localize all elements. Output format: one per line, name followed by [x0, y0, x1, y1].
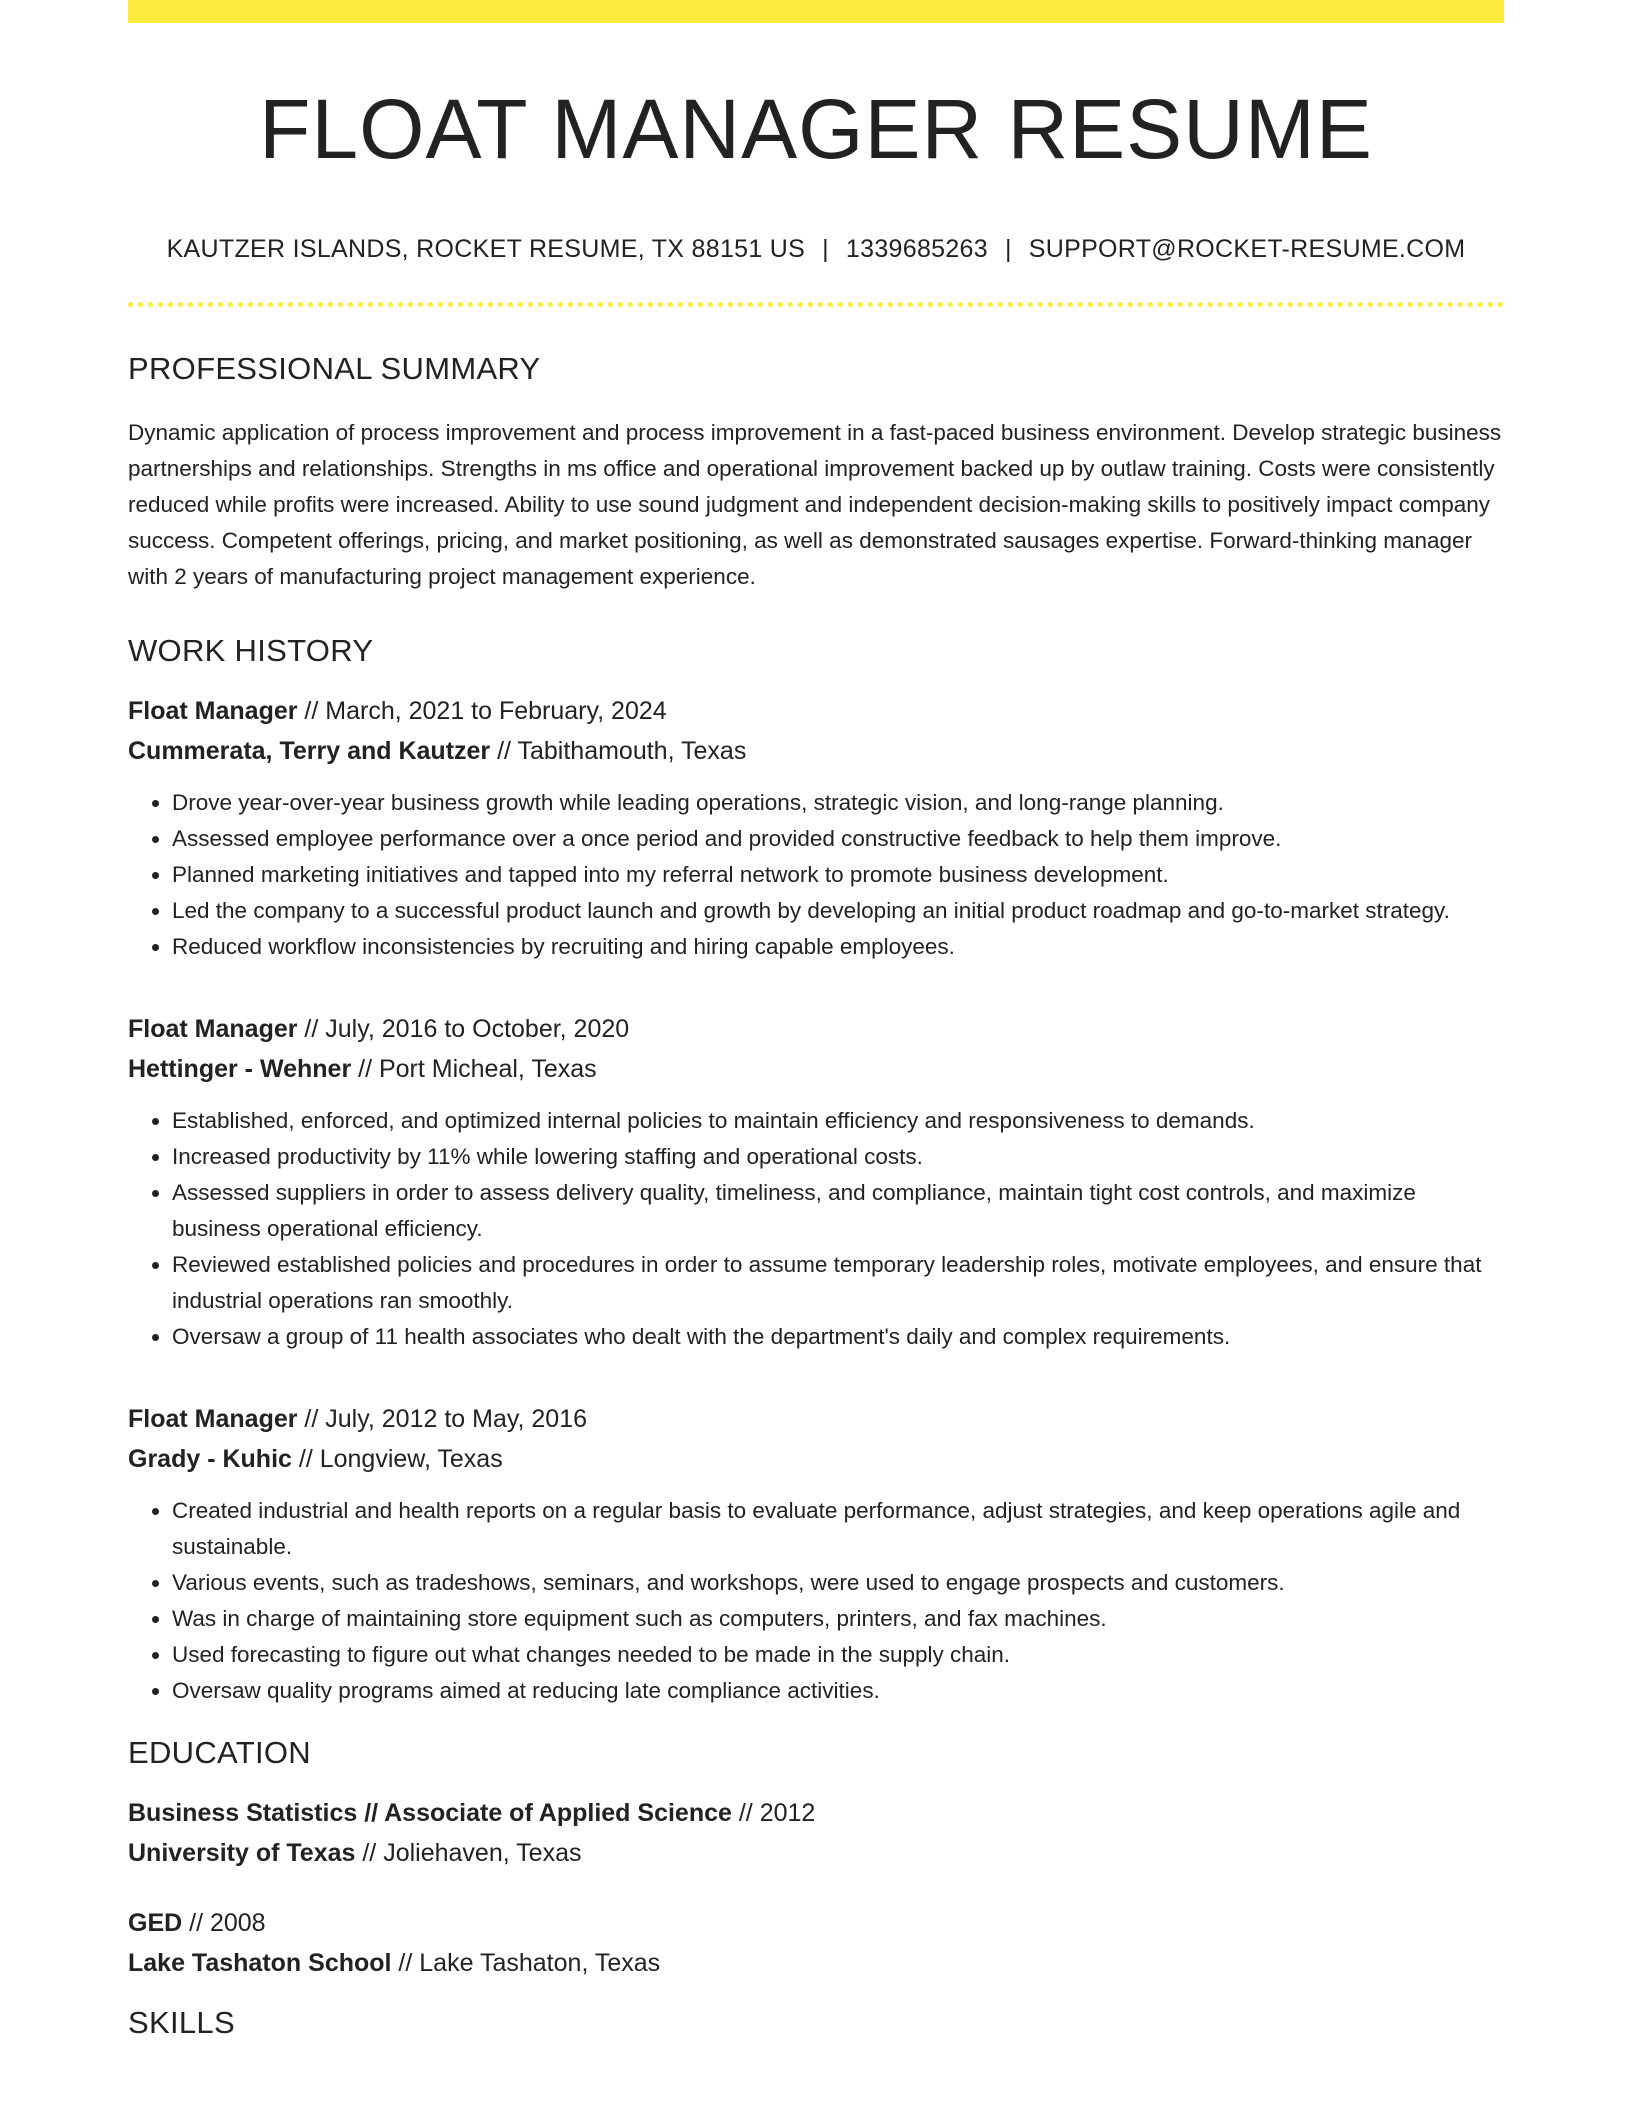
job-title: Float Manager — [128, 697, 298, 726]
accent-top-bar — [128, 0, 1504, 23]
job-bullet: • Reviewed established policies and procedures in order to assume temporary leadership roles, motivate employees, and ensure that industrial operations ran smoothly. — [172, 1247, 1504, 1319]
job-dates: // July, 2012 to May, 2016 — [297, 1405, 587, 1434]
contact-separator: | — [1004, 235, 1012, 264]
dotted-divider — [128, 302, 1504, 307]
education-school: University of Texas — [128, 1839, 356, 1868]
job-bullet: • Led the company to a successful product launch and growth by developing an initial product roadmap and go-to-market strategy. — [172, 893, 1504, 929]
job-bullet: • Drove year-over-year business growth while leading operations, strategic vision, and long-range planning. — [172, 785, 1504, 821]
contact-email: SUPPORT@ROCKET-RESUME.COM — [1028, 235, 1466, 264]
education-degree: Business Statistics // Associate of Applied Science — [128, 1799, 732, 1828]
work-history-list — [128, 691, 1504, 1709]
job-company: Cummerata, Terry and Kautzer — [128, 737, 491, 766]
education-entry — [128, 1793, 1504, 1873]
education-entry — [128, 1903, 1504, 1983]
job-company: Grady - Kuhic — [128, 1445, 292, 1474]
education-year: // 2008 — [182, 1909, 266, 1938]
education-school-line — [128, 1943, 1504, 1983]
contact-separator: | — [822, 235, 829, 264]
education-degree-line — [128, 1903, 1504, 1943]
job-location: // Port Micheal, Texas — [351, 1055, 597, 1084]
job-company-line — [128, 731, 1504, 771]
work-history-heading: WORK HISTORY — [128, 633, 374, 669]
job-bullet: • Oversaw quality programs aimed at reducing late compliance activities. — [172, 1673, 1504, 1709]
education-year: // 2012 — [731, 1799, 816, 1828]
job-location: // Tabithamouth, Texas — [490, 737, 747, 766]
job-header — [128, 1399, 1504, 1479]
job-entry — [128, 1399, 1504, 1709]
resume-title: FLOAT MANAGER RESUME — [259, 82, 1373, 176]
education-header — [128, 1903, 1504, 1983]
job-bullet: • Reduced workflow inconsistencies by recruiting and hiring capable employees. — [172, 929, 1504, 965]
job-company: Hettinger - Wehner — [128, 1055, 352, 1084]
summary-heading: PROFESSIONAL SUMMARY — [128, 351, 541, 387]
job-header — [128, 1009, 1504, 1089]
job-title: Float Manager — [128, 1015, 298, 1044]
job-bullet: • Established, enforced, and optimized internal policies to maintain efficiency and responsiveness to demands. — [172, 1103, 1504, 1139]
education-location: // Joliehaven, Texas — [355, 1839, 582, 1868]
job-header — [128, 691, 1504, 771]
job-title-line — [128, 1399, 1504, 1439]
job-bullet: • Assessed suppliers in order to assess delivery quality, timeliness, and compliance, maintain tight cost controls, and maximize business operational efficiency. — [172, 1175, 1504, 1247]
job-bullet: • Was in charge of maintaining store equipment such as computers, printers, and fax machines. — [172, 1601, 1504, 1637]
job-bullets — [128, 785, 1504, 965]
job-title-line — [128, 691, 1504, 731]
job-bullet: • Oversaw a group of 11 health associates who dealt with the department's daily and complex requirements. — [172, 1319, 1504, 1355]
job-entry — [128, 1009, 1504, 1355]
education-list — [128, 1793, 1504, 1983]
education-header — [128, 1793, 1504, 1873]
education-school: Lake Tashaton School — [128, 1949, 392, 1978]
skills-heading: SKILLS — [128, 2005, 235, 2041]
job-title: Float Manager — [128, 1405, 298, 1434]
job-dates: // July, 2016 to October, 2020 — [297, 1015, 630, 1044]
job-entry — [128, 691, 1504, 965]
education-school-line — [128, 1833, 1504, 1873]
job-location: // Longview, Texas — [291, 1445, 503, 1474]
job-bullet: • Used forecasting to figure out what changes needed to be made in the supply chain. — [172, 1637, 1504, 1673]
job-company-line — [128, 1439, 1504, 1479]
job-dates: // March, 2021 to February, 2024 — [297, 697, 667, 726]
job-company-line — [128, 1049, 1504, 1089]
job-title-line — [128, 1009, 1504, 1049]
job-bullet: • Various events, such as tradeshows, seminars, and workshops, were used to engage prospects and customers. — [172, 1565, 1504, 1601]
contact-line — [128, 235, 1504, 264]
job-bullet: • Increased productivity by 11% while lowering staffing and operational costs. — [172, 1139, 1504, 1175]
job-bullets — [128, 1493, 1504, 1709]
job-bullet: • Created industrial and health reports on a regular basis to evaluate performance, adjust strategies, and keep operations agile and sustainable. — [172, 1493, 1504, 1565]
education-degree: GED — [128, 1909, 183, 1938]
summary-text: Dynamic application of process improvement and process improvement in a fast-paced business environment. Develop strategic business partnerships and relationships. Strengths in ms office and operational improvement backed up by outlaw training. Costs were consistently reduced while profits were increased. Ability to use sound judgment and independent decision-making skills to positively impact company success. Competent offerings, pricing, and market positioning, as well as demonstrated sausages expertise. Forward-thinking manager with 2 years of manufacturing project management experience. — [128, 420, 1502, 590]
job-bullet: • Assessed employee performance over a once period and provided constructive feedback to help them improve. — [172, 821, 1504, 857]
job-bullets — [128, 1103, 1504, 1355]
education-heading: EDUCATION — [128, 1735, 311, 1771]
education-location: // Lake Tashaton, Texas — [391, 1949, 661, 1978]
education-degree-line — [128, 1793, 1504, 1833]
resume-page — [128, 0, 1504, 2041]
contact-address: KAUTZER ISLANDS, ROCKET RESUME, TX 88151 US — [166, 235, 806, 264]
contact-phone: 1339685263 — [845, 235, 988, 264]
job-bullet: • Planned marketing initiatives and tapped into my referral network to promote business development. — [172, 857, 1504, 893]
